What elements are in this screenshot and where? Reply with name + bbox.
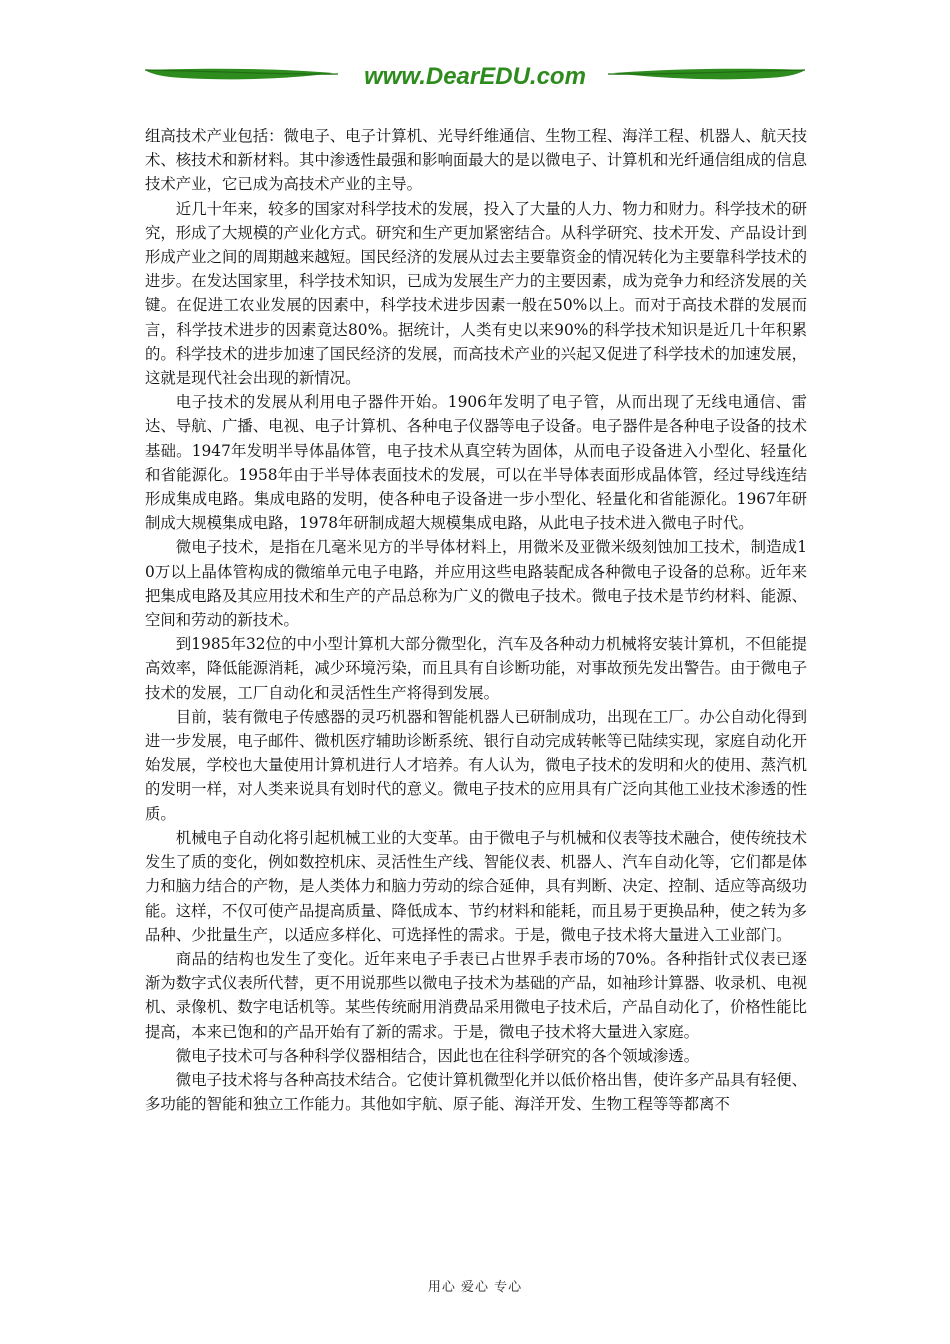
header-banner (143, 60, 807, 94)
site-logo-text: www.DearEDU.com (364, 63, 586, 90)
paragraph-8: 商品的结构也发生了变化。近年来电子手表已占世界手表市场的70%。各种指针式仪表已逐渐为数字式仪表所代替，更不用说那些以微电子技术为基础的产品，如袖珍计算器、收录机、电视机、录像机、数字电话机等。某些传统耐用消费品采用微电子技术后，产品自动化了，价格性能比提高，本来已饱和的产品开始有了新的需求。于是，微电子技术将大量进入家庭。 (145, 949, 807, 1041)
page-header (143, 60, 807, 94)
paragraph-6: 目前，装有微电子传感器的灵巧机器和智能机器人已研制成功，出现在工厂。办公自动化得到进一步发展，电子邮件、微机医疗辅助诊断系统、银行自动完成转帐等已陆续实现，家庭自动化开始发展，学校也大量使用计算机进行人才培养。有人认为，微电子技术的发明和火的使用、蒸汽机的发明一样，对人类来说具有划时代的意义。微电子技术的应用具有广泛向其他工业技术渗透的性质。 (145, 707, 807, 823)
document-body (145, 124, 807, 1116)
paragraph-3: 电子技术的发展从利用电子器件开始。1906年发明了电子管，从而出现了无线电通信、雷达、导航、广播、电视、电子计算机、各种电子仪器等电子设备。电子器件是各种电子设备的技术基础。1947年发明半导体晶体管，电子技术从真空转为固体，从而电子设备进入小型化、轻量化和省能源化。1958年由于半导体表面技术的发展，可以在半导体表面形成晶体管，经过导线连结形成集成电路。集成电路的发明，使各种电子设备进一步小型化、轻量化和省能源化。1967年研制成大规模集成电路，1978年研制成超大规模集成电路，从此电子技术进入微电子时代。 (145, 393, 807, 533)
paragraph-5: 到1985年32位的中小型计算机大部分微型化，汽车及各种动力机械将安装计算机，不但能提高效率，降低能源消耗，减少环境污染，而且具有自诊断功能，对事故预先发出警告。由于微电子技术的发展，工厂自动化和灵活性生产将得到发展。 (145, 635, 807, 702)
paragraph-7: 机械电子自动化将引起机械工业的大变革。由于微电子与机械和仪表等技术融合，使传统技术发生了质的变化，例如数控机床、灵活性生产线、智能仪表、机器人、汽车自动化等，它们都是体力和脑力结合的产物，是人类体力和脑力劳动的综合延伸，具有判断、决定、控制、适应等高级功能。这样，不仅可使产品提高质量、降低成本、节约材料和能耗，而且易于更换品种，使之转为多品种、少批量生产，以适应多样化、可选择性的需求。于是，微电子技术将大量进入工业部门。 (145, 828, 807, 944)
paragraph-9: 微电子技术可与各种科学仪器相结合，因此也在往科学研究的各个领域渗透。 (175, 1046, 700, 1065)
paragraph-10: 微电子技术将与各种高技术结合。它使计算机微型化并以低价格出售，使许多产品具有轻便、多功能的智能和独立工作能力。其他如宇航、原子能、海洋开发、生物工程等等都离不 (145, 1070, 807, 1114)
page-footer: 用心 爱心 专心 (427, 1280, 523, 1295)
paragraph-4: 微电子技术，是指在几毫米见方的半导体材料上，用微米及亚微米级刻蚀加工技术，制造成10万以上晶体管构成的微缩单元电子电路，并应用这些电路装配成各种微电子设备的总称。近年来把集成电路及其应用技术和生产的产品总称为广义的微电子技术。微电子技术是节约材料、能源、空间和劳动的新技术。 (145, 538, 807, 630)
paragraph-1: 组高技术产业包括：微电子、电子计算机、光导纤维通信、生物工程、海洋工程、机器人、航天技术、核技术和新材料。其中渗透性最强和影响面最大的是以微电子、计算机和光纤通信组成的信息技术产业，它已成为高技术产业的主导。 (145, 127, 807, 194)
paragraph-2: 近几十年来，较多的国家对科学技术的发展，投入了大量的人力、物力和财力。科学技术的研究，形成了大规模的产业化方式。研究和生产更加紧密结合。从科学研究、技术开发、产品设计到形成产业之间的周期越来越短。国民经济的发展从过去主要靠资金的情况转化为主要靠科学技术的进步。在发达国家里，科学技术知识，已成为发展生产力的主要因素，成为竞争力和经济发展的关键。在促进工农业发展的因素中，科学技术进步因素一般在50%以上。而对于高技术群的发展而言，科学技术进步的因素竟达80%。据统计，人类有史以来90%的科学技术知识是近几十年积累的。科学技术的进步加速了国民经济的发展，而高技术产业的兴起又促进了科学技术的加速发展，这就是现代社会出现的新情况。 (145, 199, 807, 388)
